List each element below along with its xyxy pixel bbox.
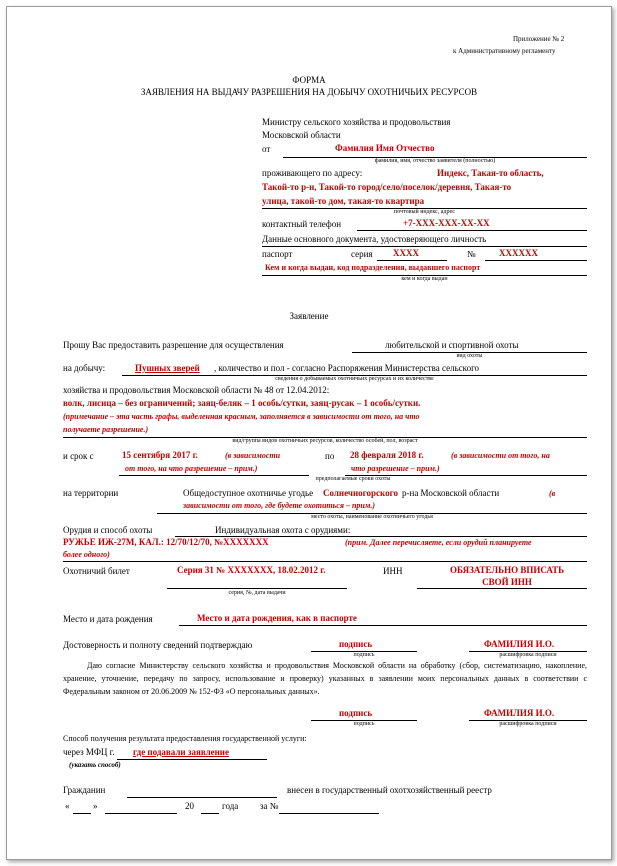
passport-label: паспорт bbox=[262, 249, 293, 259]
residing-label: проживающего по адресу: bbox=[262, 168, 363, 178]
birth-underline bbox=[179, 625, 587, 626]
from-label: от bbox=[262, 144, 271, 154]
territory-value: Общедоступное охотничье угодье bbox=[183, 488, 314, 498]
method-value[interactable]: где подавали заявление bbox=[133, 747, 229, 757]
postal-caption: почтовый индекс, адрес bbox=[394, 209, 455, 215]
surname2-value[interactable]: ФАМИЛИЯ И.О. bbox=[484, 708, 555, 718]
method-prefix: через МФЦ г. bbox=[63, 747, 115, 757]
ticket-underline bbox=[167, 588, 347, 589]
term-from[interactable]: 15 сентября 2017 г. bbox=[122, 450, 198, 460]
birth-value[interactable]: Место и дата рождения, как в паспорте bbox=[197, 613, 357, 623]
number-label: № bbox=[467, 249, 476, 259]
doc-underline bbox=[262, 246, 587, 247]
weapon-note1: (прим. Далее перечисляете, если орудий планируете bbox=[345, 538, 532, 547]
fio-caption: фамилия, имя, отчество заявителя (полностью) bbox=[374, 158, 496, 164]
quantity-text: , количество и пол - согласно Распоряжения Министерства сельского bbox=[214, 363, 480, 373]
animals-value[interactable]: Пушных зверей bbox=[135, 363, 200, 373]
ticket-label: Охотничий билет bbox=[63, 566, 130, 576]
address-line1[interactable]: Индекс, Такая-то область, bbox=[437, 168, 544, 178]
signature-caption: подпись bbox=[353, 652, 375, 658]
birth-label: Место и дата рождения bbox=[63, 614, 153, 624]
resources-caption2: вид/группа видов охотничьих ресурсов, количество особей, пол, возраст bbox=[232, 438, 418, 444]
tools-label: Орудия и способ охоты bbox=[63, 525, 153, 535]
term-note-line2a: от того, на что разрешение – прим.) bbox=[125, 464, 258, 473]
registry-number-sign: за № bbox=[260, 801, 279, 811]
annex-reference: к Административному регламенту bbox=[453, 47, 556, 55]
registry-text: внесен в государственный охотхозяйственный реестр bbox=[287, 785, 492, 795]
inn-underline bbox=[417, 588, 587, 589]
method-underline bbox=[117, 759, 267, 760]
term-caption: предполагаемые сроки охоты bbox=[315, 476, 391, 482]
ticket-value[interactable]: Серия 31 № XXXXXXX, 18.02.2012 г. bbox=[177, 565, 326, 575]
form-title: ЗАЯВЛЕНИЯ НА ВЫДАЧУ РАЗРЕШЕНИЯ НА ДОБЫЧУ ОХОТНИЧЬИХ РЕСУРСОВ bbox=[140, 87, 478, 97]
series-underline bbox=[377, 260, 447, 261]
series-value[interactable]: XXXX bbox=[393, 248, 419, 258]
citizen-underline bbox=[127, 797, 277, 798]
territory-note1: (в bbox=[549, 489, 556, 498]
from-value[interactable]: Фамилия Имя Отчество bbox=[335, 143, 435, 153]
weapon-note2: более одного) bbox=[63, 550, 110, 559]
doc-label: Данные основного документа, удостоверяющего личность bbox=[262, 234, 487, 244]
series-label: серия bbox=[351, 249, 373, 259]
citizen-label: Гражданин bbox=[63, 785, 106, 795]
note-line2: получаете разрешение.) bbox=[63, 425, 149, 434]
date-quote-close: » bbox=[93, 801, 98, 811]
date-year-suffix: года bbox=[222, 801, 239, 811]
issued-caption: кем и когда выдан bbox=[401, 276, 448, 282]
date-month-underline[interactable] bbox=[105, 813, 177, 814]
for-label: на добычу: bbox=[63, 363, 106, 373]
form-word: ФОРМА bbox=[292, 75, 326, 85]
inn-value-line1[interactable]: ОБЯЗАТЕЛЬНО ВПИСАТЬ bbox=[449, 565, 565, 575]
ministry-line1: Министру сельского хозяйства и продовольствия bbox=[262, 117, 451, 127]
decree-text: хозяйства и продовольствия Московской области № 48 от 12.04.2012: bbox=[63, 385, 330, 395]
term-to-note: (в зависимости от того, на bbox=[451, 451, 550, 460]
request-text: Прошу Вас предоставить разрешение для осуществления bbox=[63, 340, 284, 350]
method-caption: (указать способ) bbox=[69, 761, 121, 769]
territory-caption: место охоты, наименование охотничьего угодья bbox=[311, 514, 433, 520]
confirm-label: Достоверность и полноту сведений подтверждаю bbox=[63, 640, 253, 650]
surname2-caption: расшифровка подписи bbox=[499, 721, 557, 727]
term-label: и срок с bbox=[63, 451, 94, 461]
ticket-caption: серия, №, дата выдачи bbox=[228, 590, 286, 596]
tools-text: Индивидуальная охота с орудиями: bbox=[215, 525, 351, 535]
phone-label: контактный телефон bbox=[262, 219, 342, 229]
surname-caption: расшифровка подписи bbox=[499, 652, 557, 658]
address-line3[interactable]: улица, такой-то дом, такая-то квартира bbox=[262, 196, 425, 206]
weapon-value[interactable]: РУЖЬЕ ИЖ-27М, КАЛ.: 12/70/12/70, №XXXXXXX bbox=[63, 537, 269, 547]
consent-text: Даю согласие Министерству сельского хозяйства и продовольствия Московской области на обработку (сбор, систематизацию, накопление, хранение, уточнение, передачу по запросу, использование и проверку) указанных в заявлении моих персональных данных в соответствии с Федеральным законом от 20.06.2009 № 152-ФЗ «О персональных данных». bbox=[63, 661, 587, 696]
inn-label: ИНН bbox=[383, 566, 403, 576]
date-year-prefix: 20 bbox=[185, 801, 194, 811]
surname-value[interactable]: ФАМИЛИЯ И.О. bbox=[484, 639, 555, 649]
inn-value-line2[interactable]: СВОЙ ИНН bbox=[482, 577, 532, 587]
term-note-line2b: что разрешение – прим.) bbox=[351, 464, 440, 473]
territory-district[interactable]: Солнечногорского bbox=[323, 488, 398, 498]
document-page bbox=[6, 6, 612, 860]
phone-underline bbox=[357, 230, 587, 231]
hunt-type-value[interactable]: любительской и спортивной охоты bbox=[385, 340, 519, 350]
note-line1: (примечание – эта часть графы, выделенная красным, заполняется в зависимости от того, на что bbox=[63, 412, 420, 421]
statement-heading: Заявление bbox=[289, 311, 329, 321]
date-quote-open: « bbox=[65, 801, 70, 811]
territory-label: на территории bbox=[63, 488, 119, 498]
resources-caption: сведения о добываемых охотничьих ресурсах и их количестве bbox=[275, 376, 434, 382]
number-underline bbox=[485, 260, 587, 261]
species-line[interactable]: волк, лисица – без ограничений; заяц-беляк – 1 особь/сутки, заяц-русак – 1 особь/сутки. bbox=[63, 398, 421, 408]
issued-value[interactable]: Кем и когда выдан, код подразделения, выдавшего паспорт bbox=[265, 263, 481, 272]
phone-value[interactable]: +7-XXX-XXX-XX-XX bbox=[403, 218, 490, 228]
hunt-type-caption: вид охоты bbox=[456, 353, 483, 359]
territory-note2: зависимости от того, где будете охотиться – прим.) bbox=[183, 501, 376, 510]
ministry-line2: Московской области bbox=[262, 130, 341, 140]
number-value[interactable]: XXXXXX bbox=[499, 248, 538, 258]
weapon-underline bbox=[63, 561, 587, 562]
address-line2[interactable]: Такой-то р-н, Такой-то город/село/поселок/деревня, Такая-то bbox=[262, 182, 512, 192]
signature2-caption: подпись bbox=[353, 721, 375, 727]
term-to-label: по bbox=[325, 451, 335, 461]
term-to[interactable]: 28 февраля 2018 г. bbox=[350, 450, 424, 460]
signature-value[interactable]: подпись bbox=[339, 639, 373, 649]
signature2-value[interactable]: подпись bbox=[339, 708, 373, 718]
annex-number: Приложение № 2 bbox=[513, 35, 565, 43]
territory-region: р-на Московской области bbox=[402, 488, 500, 498]
date-day-underline[interactable] bbox=[73, 813, 91, 814]
date-year-underline[interactable] bbox=[201, 813, 219, 814]
method-label: Способ получения результата предоставления государственной услуги: bbox=[63, 734, 307, 743]
registry-number-underline[interactable] bbox=[279, 813, 379, 814]
term-from-note: (в зависимости bbox=[225, 451, 281, 460]
